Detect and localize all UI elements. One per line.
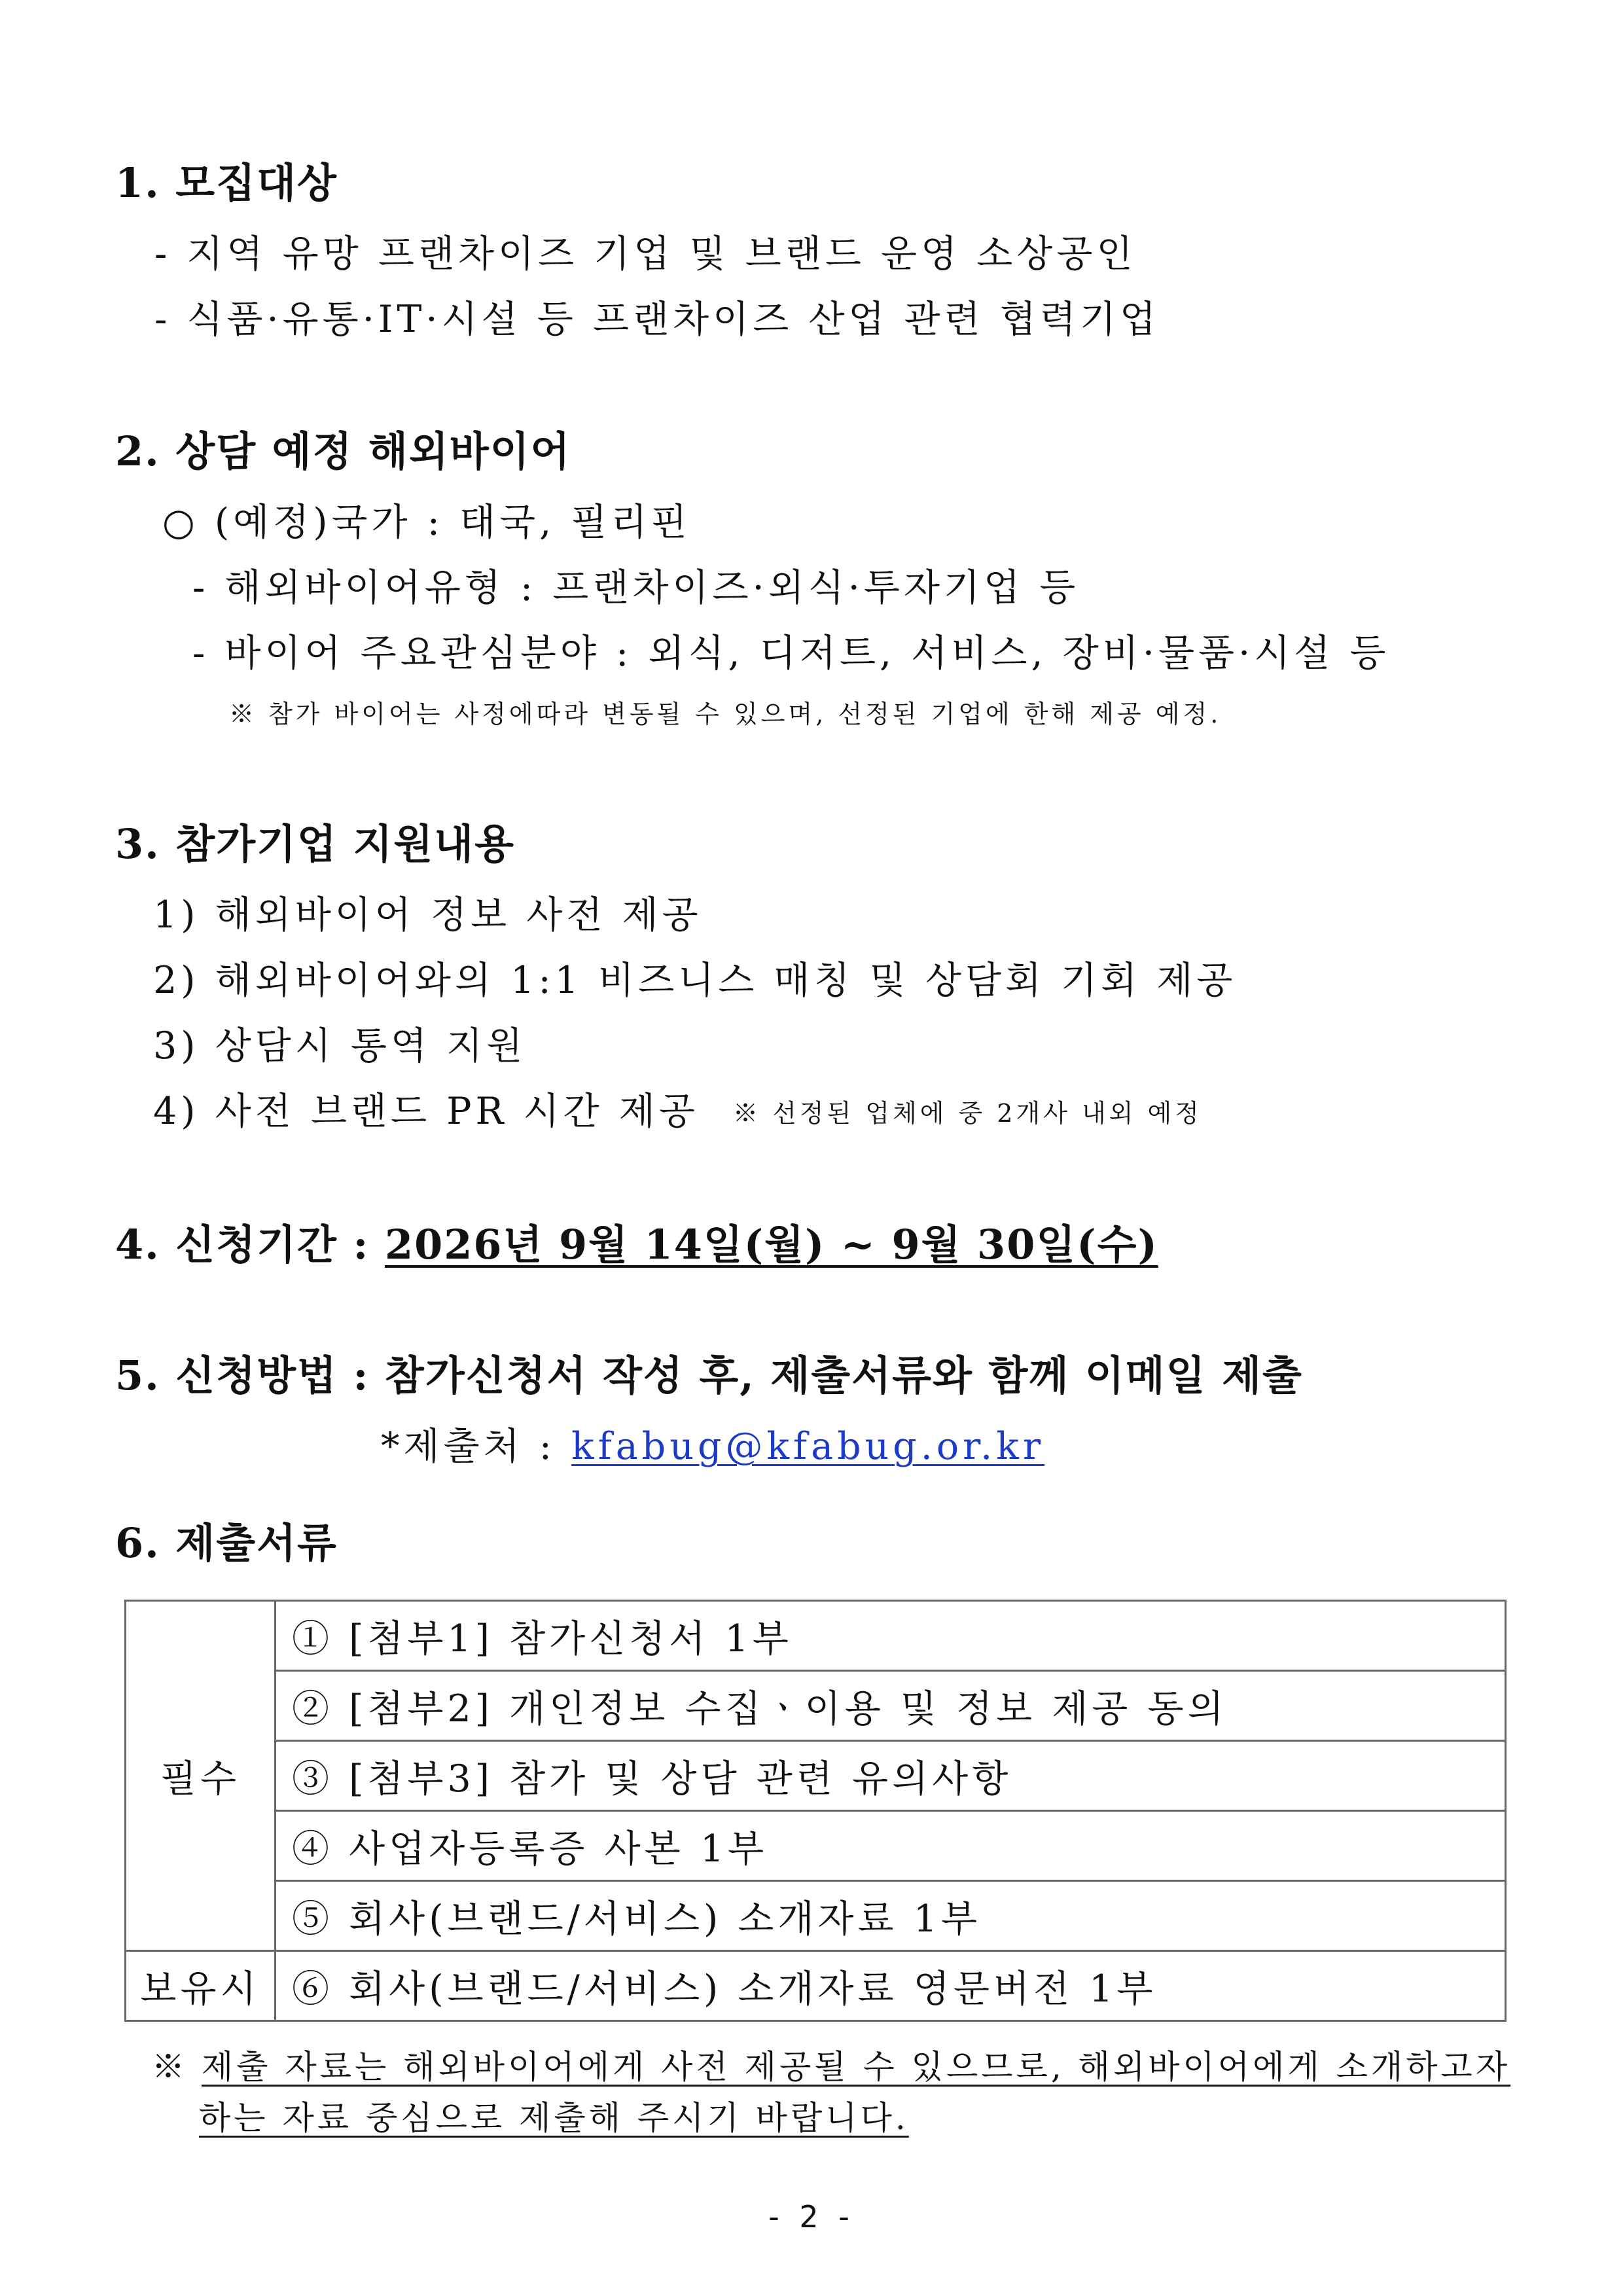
- document-cell: ⑤ 회사(브랜드/서비스) 소개자료 1부: [276, 1881, 1506, 1951]
- optional-category-cell: 보유시: [126, 1951, 276, 2021]
- support-item: 3) 상담시 통역 지원: [153, 1024, 527, 1067]
- document-cell: ⑥ 회사(브랜드/서비스) 소개자료 영문버전 1부: [276, 1951, 1506, 2021]
- document-cell: ② [첨부2] 개인정보 수집ㆍ이용 및 정보 제공 동의: [276, 1671, 1506, 1741]
- table-row: [126, 1951, 1506, 2021]
- table-row: [126, 1671, 1506, 1741]
- pr-time-note: ※ 선정된 업체에 중 2개사 내외 예정: [733, 1099, 1202, 1128]
- document-cell: ④ 사업자등록증 사본 1부: [276, 1811, 1506, 1881]
- buyer-country-line: ○ (예정)국가 : 태국, 필리핀: [162, 501, 691, 544]
- support-item: 2) 해외바이어와의 1:1 비즈니스 매칭 및 상담회 기회 제공: [153, 959, 1237, 1002]
- section-1-heading: 1. 모집대상: [115, 159, 338, 207]
- application-period: 2026년 9월 14일(월) ~ 9월 30일(수): [384, 1221, 1158, 1268]
- required-category-cell: 필수: [126, 1601, 276, 1951]
- section-5-heading: 5. 신청방법 : 참가신청서 작성 후, 제출서류와 함께 이메일 제출: [115, 1352, 1303, 1399]
- email-link[interactable]: kfabug@kfabug.or.kr: [571, 1425, 1045, 1468]
- support-item: 1) 해외바이어 정보 사전 제공: [153, 893, 702, 937]
- section-2-item: - 바이어 주요관심분야 : 외식, 디저트, 서비스, 장비·물품·시설 등: [192, 632, 1390, 675]
- table-row: [126, 1881, 1506, 1951]
- document-cell: ① [첨부1] 참가신청서 1부: [276, 1601, 1506, 1671]
- table-row: [126, 1811, 1506, 1881]
- required-documents-table: [124, 1600, 1507, 2022]
- submission-address-label: *제출처 :: [381, 1425, 572, 1468]
- documents-footnote: [152, 2041, 1510, 2088]
- application-period-label: 4. 신청기간 :: [115, 1221, 385, 1268]
- footnote-text: 제출 자료는 해외바이어에게 사전 제공될 수 있으므로, 해외바이어에게 소개하고자: [201, 2048, 1511, 2086]
- table-row: [126, 1601, 1506, 1671]
- section-1-item: - 지역 유망 프랜차이즈 기업 및 브랜드 운영 소상공인: [154, 232, 1137, 276]
- table-row: [126, 1741, 1506, 1811]
- submission-address: [381, 1416, 1044, 1470]
- support-item: 4) 사전 브랜드 PR 시간 제공: [153, 1090, 699, 1133]
- section-2-item: - 해외바이어유형 : 프랜차이즈·외식·투자기업 등: [192, 566, 1080, 609]
- document-cell: ③ [첨부3] 참가 및 상담 관련 유의사항: [276, 1741, 1506, 1811]
- page-number: - 2 -: [768, 2199, 855, 2234]
- footnote-mark: ※: [152, 2048, 188, 2086]
- section-3-heading: 3. 참가기업 지원내용: [115, 820, 516, 868]
- footnote-text: 하는 자료 중심으로 제출해 주시기 바랍니다.: [199, 2099, 909, 2137]
- section-1-item: - 식품·유통·IT·시설 등 프랜차이즈 산업 관련 협력기업: [154, 298, 1160, 341]
- section-6-heading: 6. 제출서류: [115, 1519, 338, 1567]
- section-4-heading: [115, 1212, 1158, 1270]
- section-2-heading: 2. 상담 예정 해외바이어: [115, 427, 571, 475]
- buyer-note: ※ 참가 바이어는 사정에따라 변동될 수 있으며, 선정된 기업에 한해 제공 예정.: [229, 700, 1222, 728]
- documents-footnote-continued: [199, 2092, 909, 2139]
